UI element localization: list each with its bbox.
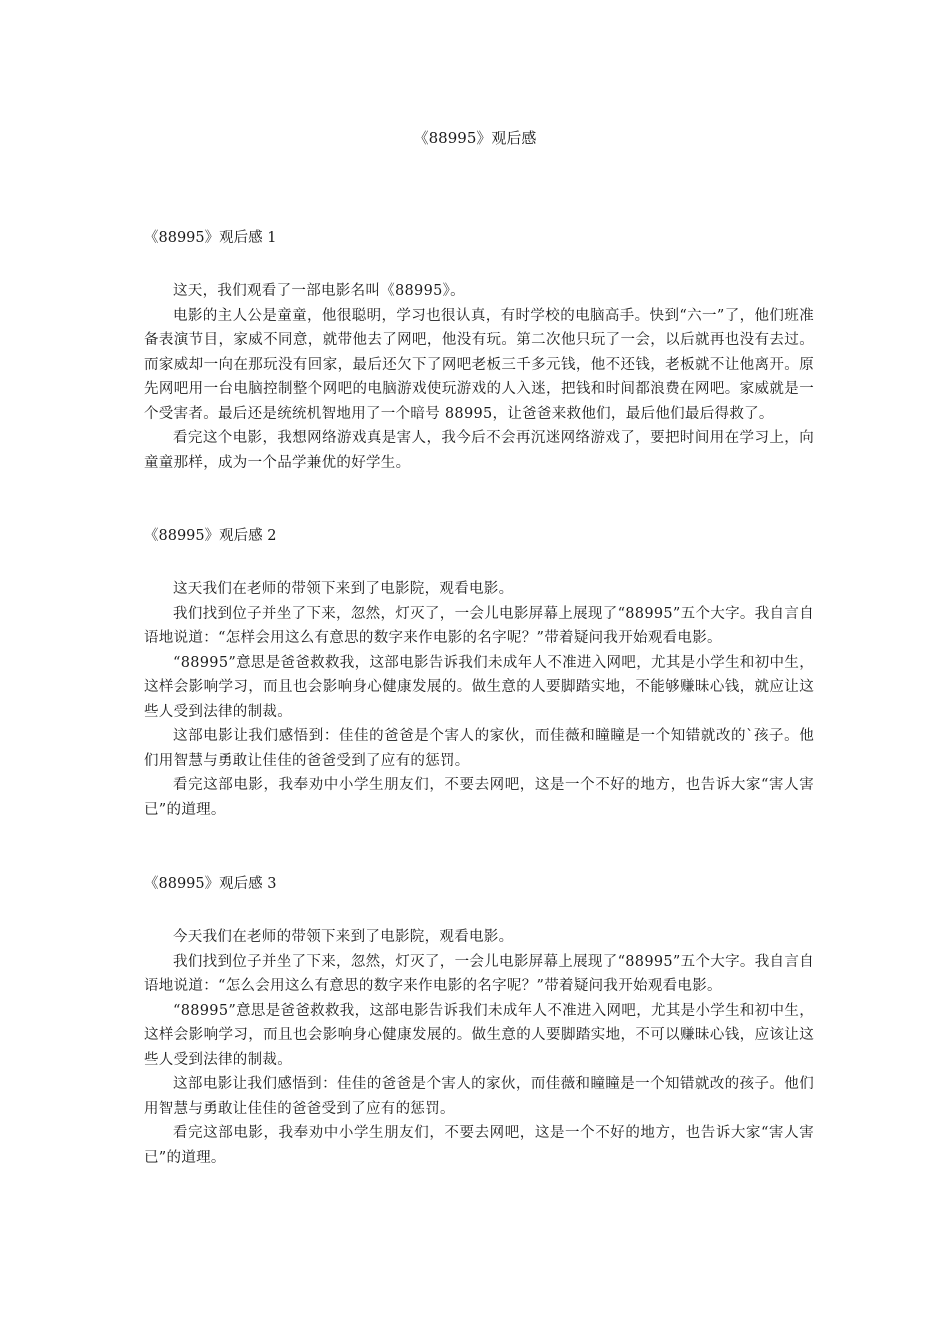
- essay-section-1: [144, 227, 814, 475]
- paragraph: 电影的主人公是童童，他很聪明，学习也很认真，有时学校的电脑高手。快到“六一”了，他们班准备表演节目，家威不同意，就带他去了网吧，他没有玩。第二次他只玩了一会，以后就再也没有去过。而家威却一向在那玩没有回家，最后还欠下了网吧老板三千多元钱，他不还钱，老板就不让他离开。原先网吧用一台电脑控制整个网吧的电脑游戏使玩游戏的人入迷，把钱和时间都浪费在网吧。家威就是一个受害者。最后还是统统机智地用了一个暗号 88995，让爸爸来救他们，最后他们最后得救了。: [144, 307, 814, 422]
- section-body-1: [144, 279, 814, 475]
- essay-section-2: [144, 525, 814, 822]
- paragraph: 这天我们在老师的带领下来到了电影院，观看电影。: [173, 581, 514, 597]
- paragraph: 这天，我们观看了一部电影名叫《88995》。: [173, 283, 465, 299]
- paragraph: 今天我们在老师的带领下来到了电影院，观看电影。: [173, 929, 514, 945]
- paragraph: 我们找到位子并坐了下来，忽然，灯灭了，一会儿电影屏幕上展现了“88995”五个大字。我自言自语地说道：“怎么会用这么有意思的数字来作电影的名字呢？”带着疑问我开始观看电影。: [144, 953, 814, 994]
- essay-section-3: [144, 873, 814, 1170]
- paragraph: 看完这部电影，我奉劝中小学生朋友们，不要去网吧，这是一个不好的地方，也告诉大家“害人害已”的道理。: [144, 777, 814, 818]
- section-body-3: [144, 925, 814, 1170]
- paragraph: 这部电影让我们感悟到：佳佳的爸爸是个害人的家伙，而佳薇和瞳瞳是一个知错就改的`孩子。他们用智慧与勇敢让佳佳的爸爸受到了应有的惩罚。: [144, 728, 814, 769]
- section-heading-1: 《88995》观后感 1: [144, 230, 277, 246]
- section-heading-3: 《88995》观后感 3: [144, 876, 277, 892]
- paragraph: “88995”意思是爸爸救救我，这部电影告诉我们未成年人不准进入网吧，尤其是小学生和初中生，这样会影响学习，而且也会影响身心健康发展的。做生意的人要脚踏实地，不能够赚昧心钱，就应让这些人受到法律的制裁。: [144, 654, 814, 720]
- paragraph: “88995”意思是爸爸救救我，这部电影告诉我们未成年人不准进入网吧，尤其是小学生和初中生，这样会影响学习，而且也会影响身心健康发展的。做生意的人要脚踏实地，不可以赚昧心钱，应该让这些人受到法律的制裁。: [144, 1002, 814, 1068]
- section-heading-2: 《88995》观后感 2: [144, 528, 277, 544]
- section-body-2: [144, 577, 814, 822]
- paragraph: 这部电影让我们感悟到：佳佳的爸爸是个害人的家伙，而佳薇和瞳瞳是一个知错就改的孩子。他们用智慧与勇敢让佳佳的爸爸受到了应有的惩罚。: [144, 1076, 814, 1117]
- paragraph: 看完这部电影，我奉劝中小学生朋友们，不要去网吧，这是一个不好的地方，也告诉大家“害人害已”的道理。: [144, 1125, 814, 1166]
- paragraph: 我们找到位子并坐了下来，忽然，灯灭了，一会儿电影屏幕上展现了“88995”五个大字。我自言自语地说道：“怎样会用这么有意思的数字来作电影的名字呢？”带着疑问我开始观看电影。: [144, 605, 814, 646]
- document-title: 《88995》观后感: [413, 129, 537, 147]
- paragraph: 看完这个电影，我想网络游戏真是害人，我今后不会再沉迷网络游戏了，要把时间用在学习上，向童童那样，成为一个品学兼优的好学生。: [144, 430, 814, 471]
